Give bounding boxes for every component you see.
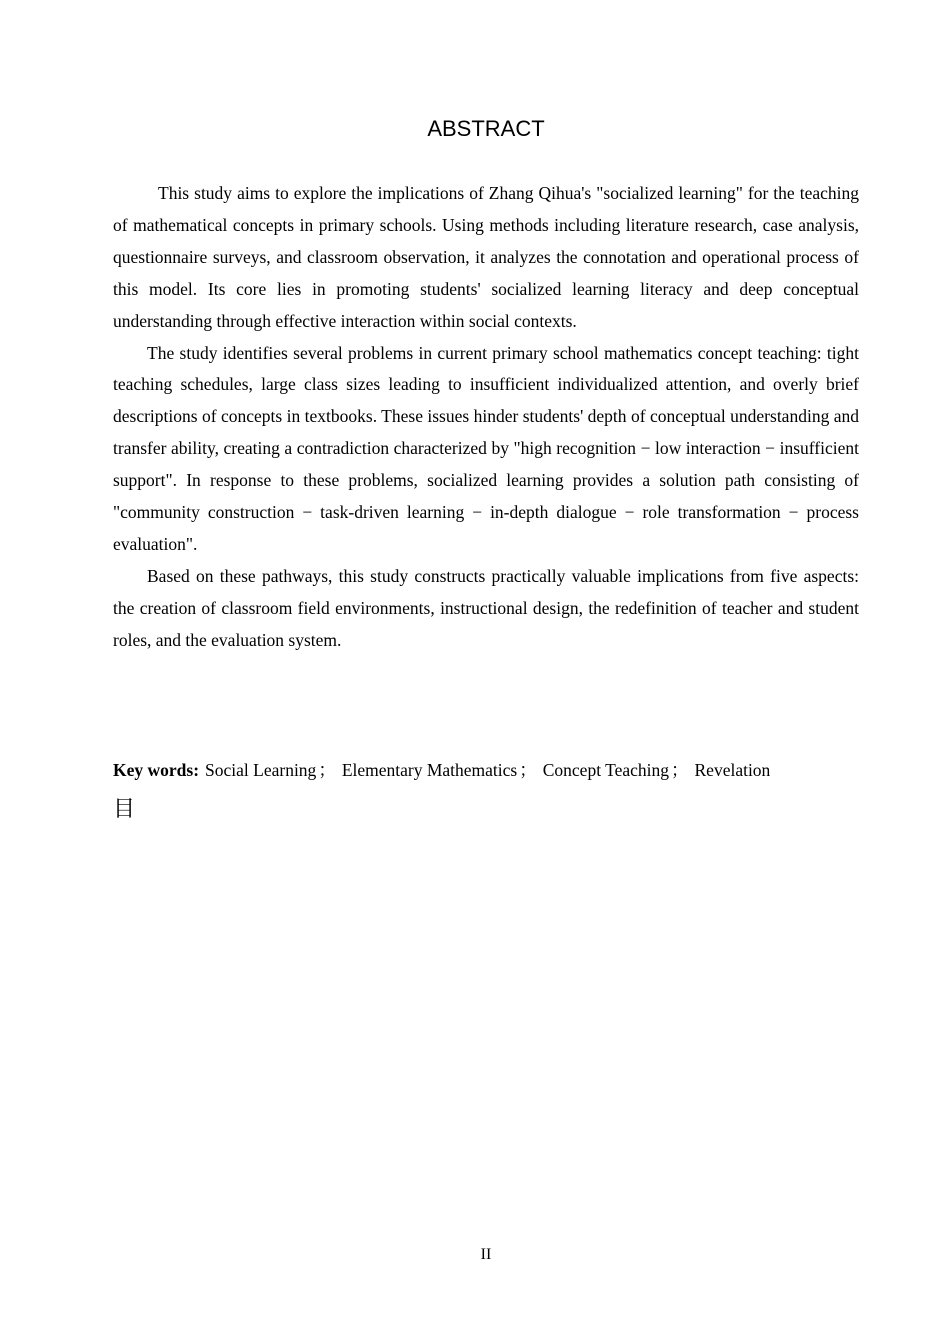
abstract-paragraph-2: The study identifies several problems in current primary school mathematics concept teaching: tight teaching schedules, large class sizes leading to insufficient individualized attention, and overly brief descriptions of concepts in textbooks. These issues hinder students' depth of conceptual understanding and transfer ability, creating a contradiction characterized by "high recognition − low interaction − insufficient support". In response to these problems, socialized learning provides a solution path consisting of "community construction − task-driven learning − in-depth dialogue − role transformation − process evaluation".: [113, 342, 859, 554]
keywords-label: Key words:: [113, 760, 200, 780]
keyword-item: Elementary Mathematics: [341, 760, 518, 780]
page-number: II: [480, 1246, 492, 1263]
keywords-line: [113, 754, 873, 786]
abstract-paragraph-3: Based on these pathways, this study constructs practically valuable implications from five aspects: the creation of classroom field environments, instructional design, the redefinition of teacher and student roles, and the evaluation system.: [113, 565, 859, 650]
abstract-body: [113, 178, 859, 657]
keyword-item: Concept Teaching: [542, 760, 669, 780]
keyword-item: Revelation: [694, 760, 771, 780]
abstract-paragraph-1: This study aims to explore the implications of Zhang Qihua's "socialized learning" for the teaching of mathematical concepts in primary schools. Using methods including literature research, case analysis, questionnaire surveys, and classroom observation, it analyzes the connotation and operational process of this model. Its core lies in promoting students' socialized learning literacy and deep conceptual understanding through effective interaction within social contexts.: [113, 183, 859, 331]
keyword-separator: ；: [519, 760, 537, 780]
keyword-item: Social Learning: [205, 760, 317, 780]
toc-heading-fragment: 目: [113, 797, 136, 822]
abstract-title: ABSTRACT: [427, 116, 545, 141]
keyword-separator: ；: [318, 760, 336, 780]
keyword-separator: ；: [671, 760, 689, 780]
